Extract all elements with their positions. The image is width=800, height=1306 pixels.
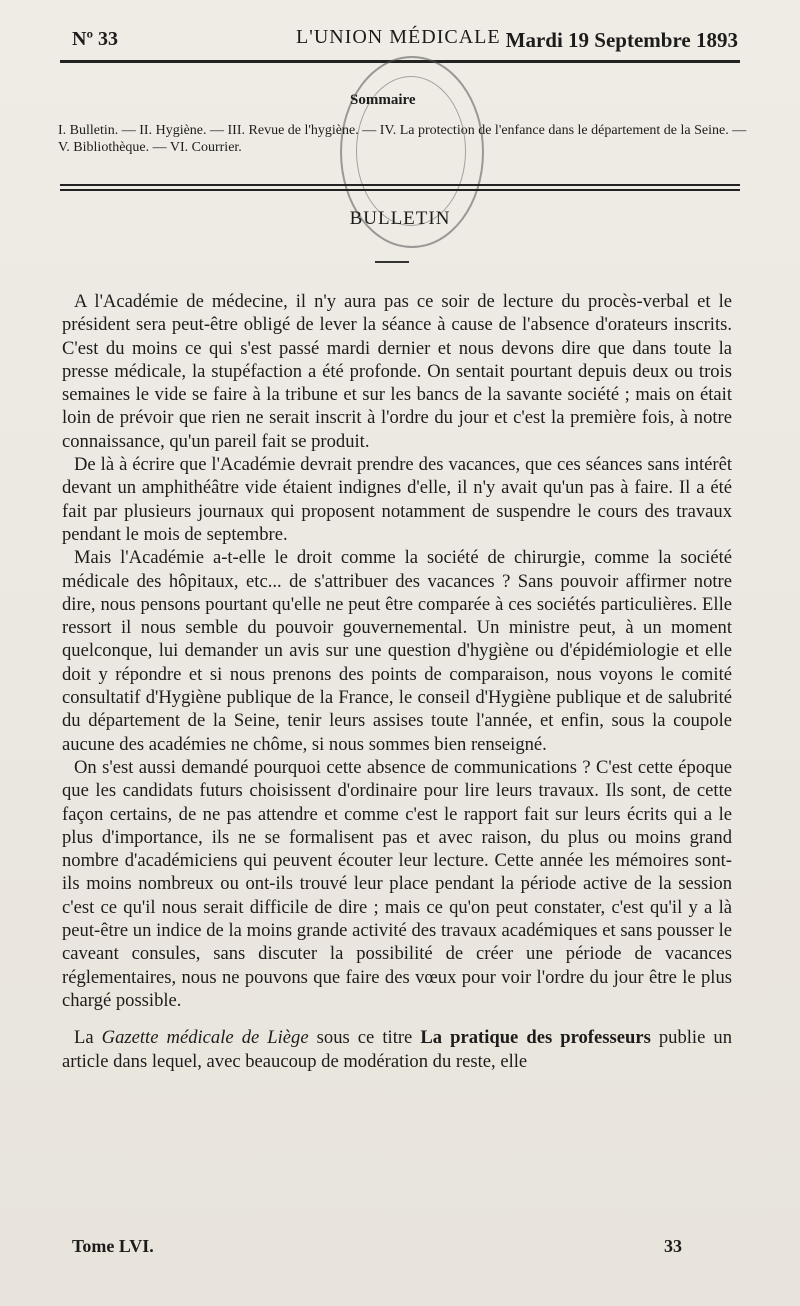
bulletin-heading-rule — [375, 261, 409, 263]
paragraph-1: A l'Académie de médecine, il n'y aura pas ce soir de lecture du procès-verbal et le président sera peut-être obligé de lever la séance à cause de l'absence d'orateurs inscrits. C'est du moins ce qui s'est passé mardi dernier et nous devons dire que dans toute la presse médicale, la stupéfaction a été profonde. On sentait pourtant depuis deux ou trois semaines le vide se faire à la tribune et sur les bancs de la savante société ; mais on était loin de prévoir que rien ne serait inscrit à l'ordre du jour et c'est la première fois, à notre connaissance, qu'un pareil fait se produit. — [62, 291, 732, 452]
journal-title: L'UNION MÉDICALE — [296, 26, 501, 48]
gazette-title: Gazette médicale de Liège — [101, 1027, 309, 1049]
page-header — [58, 22, 738, 56]
paragraph-5-mid: sous ce titre — [308, 1027, 421, 1049]
issue-date: Mardi 19 Septembre 1893 — [505, 28, 738, 52]
paragraph-4: On s'est aussi demandé pourquoi cette absence de communications ? C'est cette époque que les candidats futurs choisissent d'ordinaire pour lire leurs travaux. Ils sont, de cette façon certains, de ne pas attendre et comme c'est le rapport fait sur leurs écrits qui a le plus d'importance, ils ne se formalisent pas et avec raison, du plus ou moins grand nombre d'académiciens qui peuvent écouter leur lecture. Cette année les mémoires sont-ils moins nombreux ou ont-ils trouvé leur place pendant la période active de la session c'est ce qu'il nous serait difficile de dire ; mais ce qu'on peut constater, c'est qu'il y a là peut-être un indice de la moins grande activité des travaux académiques et sans pousser le caveant consules, sans discuter la possibilité de créer une période de vacances réglementaires, nous ne pouvons que faire des vœux pour voir l'ordre du jour être le plus chargé possible. — [62, 756, 732, 1011]
sommaire-title: Sommaire — [350, 92, 416, 108]
paragraph-2: De là à écrire que l'Académie devrait prendre des vacances, que ces séances sans intérêt devant un amphithéâtre vide étaient indignes d'elle, il n'y avait qu'un pas à faire. Il a été fait par plusieurs journaux qui proposent notamment de suspendre le cours des travaux pendant le mois de septembre. — [62, 454, 732, 545]
paragraph-5-start: La — [74, 1027, 102, 1049]
paragraph-3: Mais l'Académie a-t-elle le droit comme la société de chirurgie, comme la société médicale des hôpitaux, etc... de s'attribuer des vacances ? Sans pouvoir affirmer notre dire, nous pensons pourtant qu'elle ne peut être comparée à ces sociétés particulières. Elle ressort il nous semble du pouvoir gouvernemental. Un ministre peut, à un moment quelconque, lui demander un avis sur une question d'hygiène ou d'épidémiologie et elle doit y répondre et si nous prenons des points de comparaison, nous voyons le comité consultatif d'Hygiène publique de la France, le conseil d'Hygiène publique et de salubrité du département de la Seine, tenir leurs assises toute l'année, et enfin, sous la coupole aucune des académies ne chôme, si nous sommes bien renseigné. — [62, 547, 732, 755]
page-number: 33 — [664, 1236, 682, 1256]
sommaire-rule-top — [60, 184, 740, 186]
article-title: La pratique des professeurs — [420, 1027, 651, 1049]
article-body — [62, 290, 732, 1073]
paragraph-5 — [62, 1026, 732, 1073]
sommaire-text: I. Bulletin. — II. Hygiène. — III. Revue de l'hygiène. — IV. La protection de l'enfance dans le département de la Seine. — V. Bibliothèque. — VI. Courrier. — [58, 123, 747, 155]
tome-label: Tome LVI. — [72, 1236, 154, 1256]
sommaire-rule-bottom — [60, 189, 740, 191]
page-footer — [72, 1236, 682, 1257]
issue-number: Nº 33 — [72, 28, 119, 50]
bulletin-heading: BULLETIN — [349, 208, 451, 229]
paragraph-5-end: publie un article dans lequel, avec beaucoup de modération du reste, elle — [62, 1027, 732, 1072]
